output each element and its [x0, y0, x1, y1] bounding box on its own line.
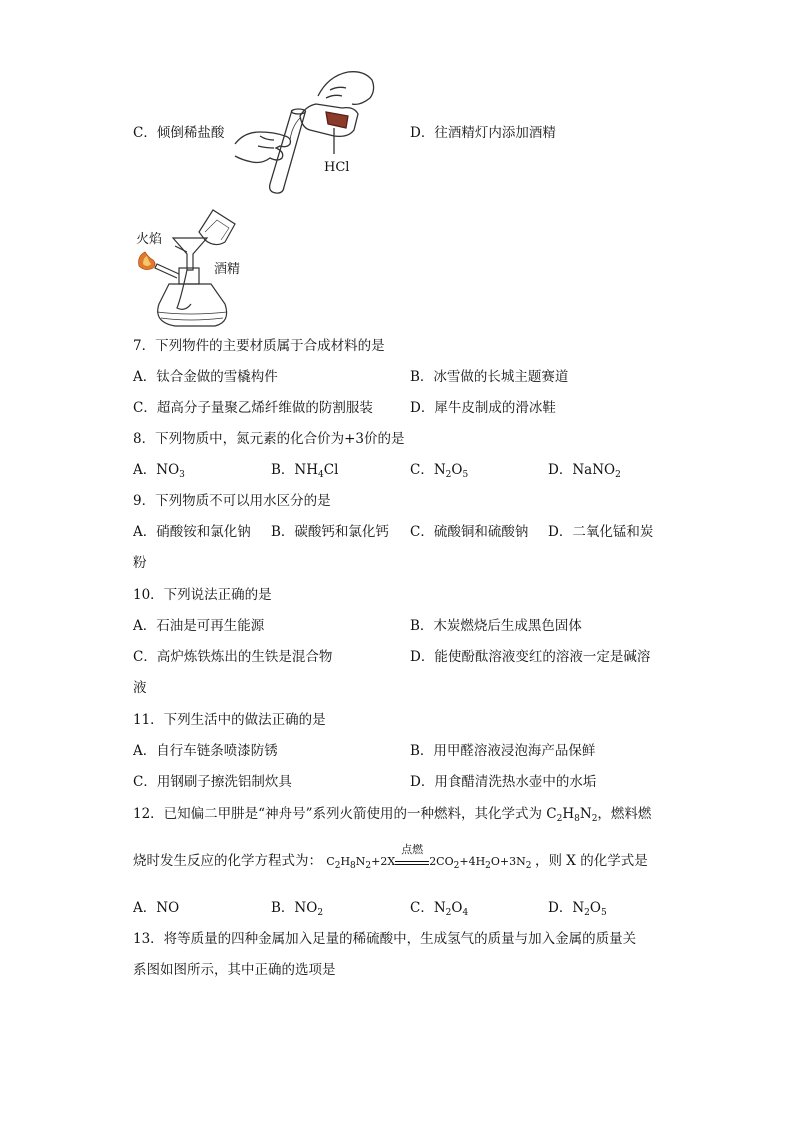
- q9-option-d-continued: 粉: [133, 555, 147, 571]
- q13-stem: 13．将等质量的四种金属加入足量的稀硫酸中，生成氢气的质量与加入金属的质量关: [133, 931, 637, 947]
- flame-label: 火焰: [136, 232, 163, 247]
- q12-equation-line: 烧时发生反应的化学方程式为： $C_2H_8N_2+2X$ 点燃 $2CO_2+4H_2O+3N_2$ ，则 X 的化学式是: [133, 843, 648, 871]
- q9-option-b: B．碳酸钙和氯化钙: [271, 524, 389, 540]
- q6-option-c: C．倾倒稀盐酸: [133, 125, 225, 141]
- alcohol-label: 酒精: [214, 262, 241, 277]
- q7-stem: 7．下列物件的主要材质属于合成材料的是: [133, 338, 385, 354]
- q10-option-b: B．木炭燃烧后生成黑色固体: [410, 618, 582, 634]
- q7-option-b: B．冰雪做的长城主题赛道: [410, 369, 569, 385]
- q11-option-d: D．用食醋清洗热水壶中的水垢: [410, 774, 597, 790]
- q11-option-c: C．用钢刷子擦洗铝制炊具: [133, 774, 292, 790]
- q6-option-d: D．往酒精灯内添加酒精: [410, 125, 556, 141]
- q11-option-a: A．自行车链条喷漆防锈: [133, 743, 278, 759]
- q9-stem: 9．下列物质不可以用水区分的是: [133, 493, 331, 509]
- chemical-equation: $C_2H_8N_2+2X$ 点燃 $2CO_2+4H_2O+3N_2$: [326, 843, 532, 871]
- q12-option-d: D．$N_2O_5$: [548, 900, 607, 918]
- q8-option-d: D．NaNO$_2$: [548, 462, 621, 480]
- q12-option-b: B．$NO_2$: [271, 900, 324, 918]
- q10-option-d: D．能使酚酞溶液变红的溶液一定是碱溶: [410, 649, 651, 665]
- pour-hydrochloric-acid-figure: [230, 66, 380, 196]
- q7-option-d: D．犀牛皮制成的滑冰鞋: [410, 400, 556, 416]
- q12-option-c: C．$N_2O_4$: [410, 900, 469, 918]
- q10-option-a: A．石油是可再生能源: [133, 618, 265, 634]
- reaction-condition: 点燃: [395, 858, 429, 865]
- q8-option-b: B．$NH_4Cl$: [271, 462, 339, 480]
- q9-option-c: C．硫酸铜和硫酸钠: [410, 524, 529, 540]
- q9-option-d: D．二氧化锰和炭: [548, 524, 654, 540]
- q8-option-a: A．$NO_3$: [133, 462, 185, 480]
- q10-option-d-continued: 液: [133, 680, 147, 696]
- q10-option-c: C．高炉炼铁炼出的生铁是混合物: [133, 649, 333, 665]
- q12-option-a: A．NO: [133, 900, 180, 916]
- q11-option-b: B．用甲醛溶液浸泡海产品保鲜: [410, 743, 596, 759]
- hcl-label: HCl: [324, 160, 350, 175]
- fuel-formula: $C_2H_8N_2$: [546, 806, 598, 824]
- q13-stem-continued: 系图如图所示，其中正确的选项是: [133, 962, 336, 978]
- q9-option-a: A．硝酸铵和氯化钠: [133, 524, 251, 540]
- q12-stem: 12．已知偏二甲肼是“神舟号”系列火箭使用的一种燃料，其化学式为 $C_2H_8N_2$，燃料燃: [133, 806, 652, 824]
- q10-stem: 10．下列说法正确的是: [133, 587, 272, 603]
- q11-stem: 11．下列生活中的做法正确的是: [133, 712, 326, 728]
- q8-option-c: C．$N_2O_5$: [410, 462, 469, 480]
- q7-option-a: A．钛合金做的雪橇构件: [133, 369, 278, 385]
- q8-stem: 8．下列物质中，氮元素的化合价为+3价的是: [133, 431, 405, 447]
- q7-option-c: C．超高分子量聚乙烯纤维做的防割服装: [133, 400, 373, 416]
